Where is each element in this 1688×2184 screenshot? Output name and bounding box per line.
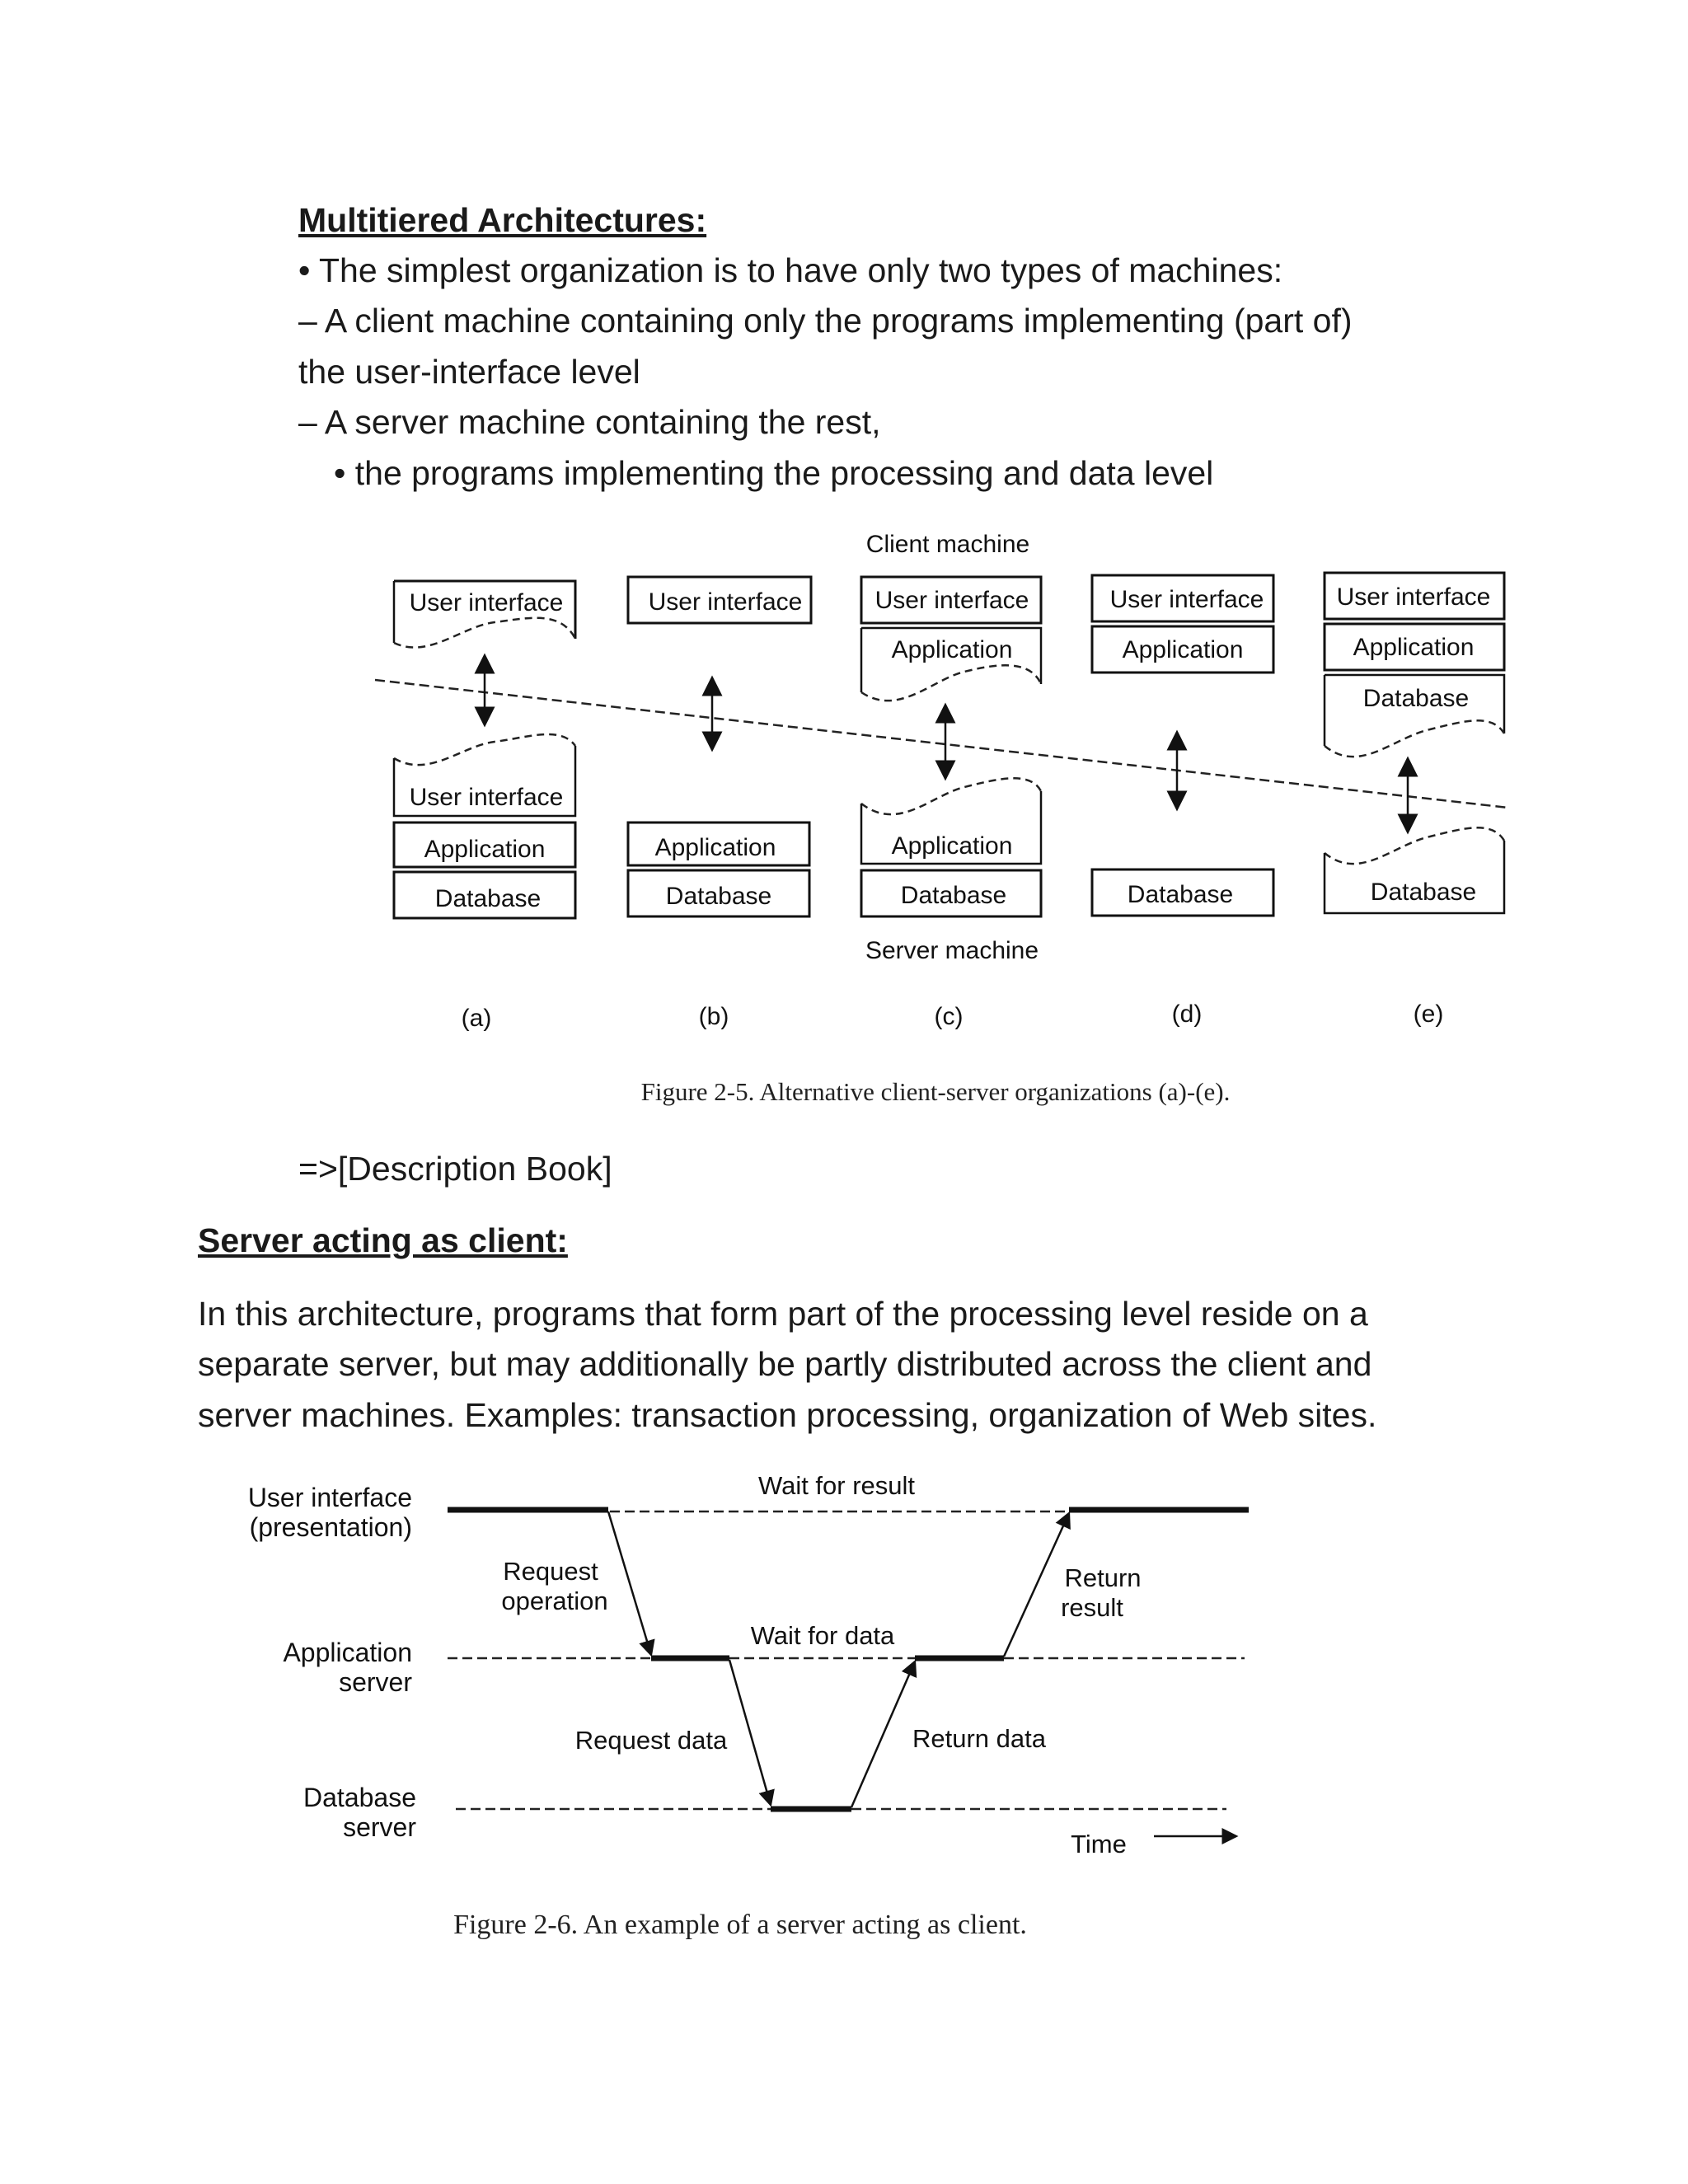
figure-2-6-caption: Figure 2-6. An example of a server acting as client. [453,1910,1027,1940]
request-data-label: Request data [574,1726,728,1755]
d-database-label: Database [1127,881,1234,908]
time-axis-label: Time [1071,1830,1127,1858]
figure-2-5-caption: Figure 2-5. Alternative client-server organizations (a)-(e). [640,1077,1231,1106]
bullet-line-1: • The simplest organization is to have only two types of machines: [298,251,1283,289]
section-heading-multitiered: Multitiered Architectures: [298,201,707,239]
panel-c [861,577,1041,1030]
return-data-arrow [851,1661,915,1807]
paragraph-line-3: server machines. Examples: transaction processing, organization of Web sites. [198,1396,1377,1434]
b-user-interface-label: User interface [648,588,803,616]
bullet-line-4: – A server machine containing the rest, [298,403,881,441]
wait-for-result-label: Wait for result [757,1471,916,1500]
panel-a [394,581,575,1032]
paragraph-line-1: In this architecture, programs that form part of the processing level reside on a [198,1295,1368,1333]
c-database-label: Database [900,882,1007,909]
d-user-interface-label: User interface [1109,586,1264,613]
panel-label-b: (b) [698,1003,729,1030]
description-book-reference: =>[Description Book] [298,1150,612,1188]
return-result-label-1: Return [1064,1563,1142,1592]
c-user-interface-label: User interface [874,587,1029,614]
return-data-label: Return data [912,1724,1046,1753]
a-server-user-interface: User interface [409,784,564,811]
panel-e [1325,573,1504,1028]
c-client-application-label: Application [891,636,1013,663]
e-application-label: Application [1353,634,1475,661]
e-server-database-label: Database [1370,879,1477,906]
b-database-label: Database [665,883,772,910]
panel-label-c: (c) [934,1003,964,1030]
row-label-user-interface: User interface [247,1483,412,1512]
bullet-line-2: – A client machine containing only the programs implementing (part of) [298,302,1353,340]
a-database-label: Database [434,885,542,912]
section-heading-server-acting-as-client: Server acting as client: [198,1221,568,1259]
d-application-label: Application [1122,636,1244,663]
bullet-line-3: the user-interface level [298,353,640,391]
request-operation-label-2: operation [501,1586,608,1615]
panel-label-d: (d) [1171,1001,1203,1028]
return-result-label-2: result [1061,1593,1123,1622]
row-label-app-server: server [339,1667,412,1697]
paragraph-line-2: separate server, but may additionally be partly distributed across the client and [198,1345,1372,1383]
return-result-arrow [1004,1513,1069,1657]
request-operation-label-1: Request [503,1557,598,1586]
panel-b [628,577,811,1030]
a-client-user-interface: User interface [409,589,564,616]
server-machine-label: Server machine [865,937,1039,964]
request-operation-arrow [608,1511,651,1655]
wait-for-data-label: Wait for data [750,1621,895,1650]
row-label-db-server: server [343,1812,416,1842]
row-label-application: Application [283,1638,412,1667]
b-application-label: Application [654,834,776,861]
c-server-application-label: Application [891,832,1013,860]
panel-label-a: (a) [461,1005,492,1032]
panel-d [1092,575,1273,1028]
a-application-label: Application [424,836,546,863]
bullet-line-5: • the programs implementing the processing and data level [334,454,1214,492]
client-machine-label: Client machine [865,531,1030,558]
e-client-database-label: Database [1362,685,1470,712]
row-label-database: Database [303,1783,416,1812]
panel-label-e: (e) [1413,1001,1444,1028]
e-user-interface-label: User interface [1336,583,1491,611]
request-data-arrow [729,1660,771,1805]
row-label-presentation: (presentation) [249,1512,412,1542]
